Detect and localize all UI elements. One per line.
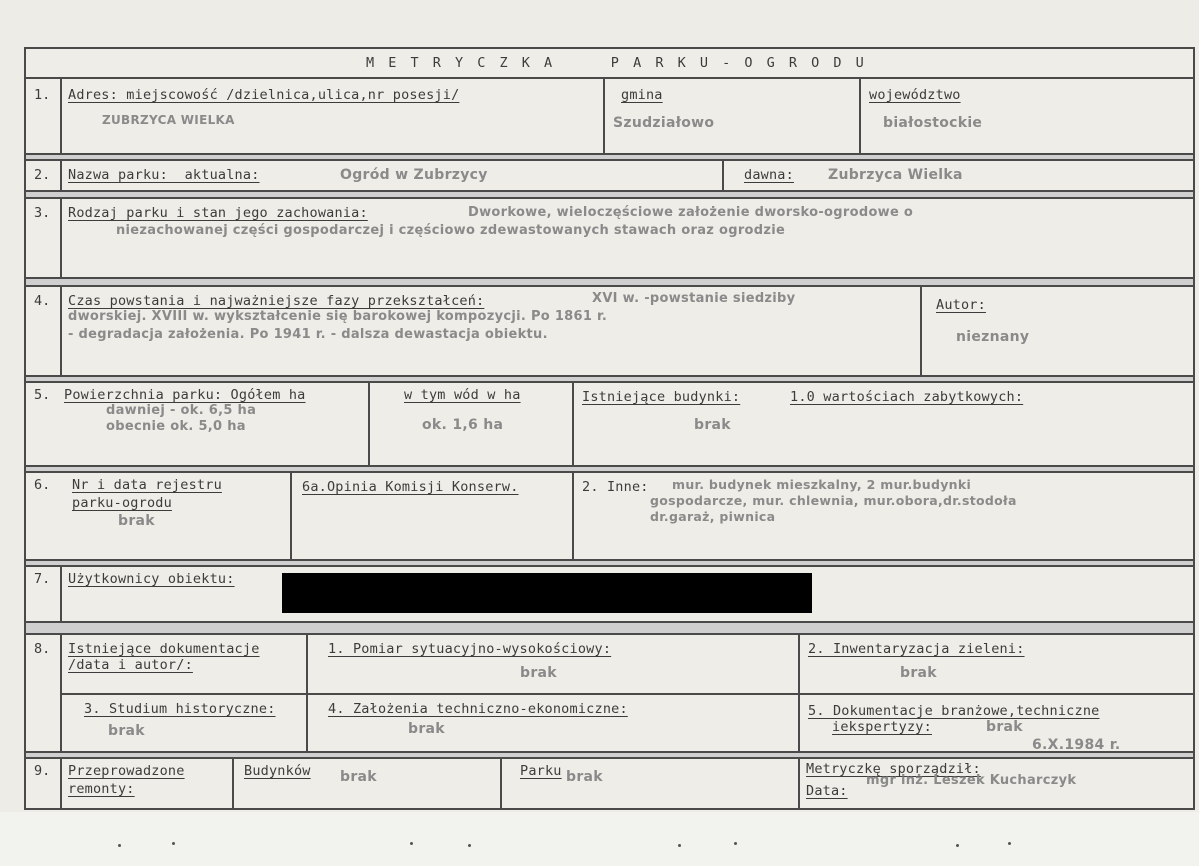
section-number: 9.: [34, 763, 51, 779]
register-value: brak: [118, 513, 155, 529]
section-number: 2.: [34, 167, 51, 183]
current-name-cell: [60, 161, 724, 190]
type-label: Rodzaj parku i stan jego zachowania:: [68, 205, 368, 221]
area-value-line1: dawniej - ok. 6,5 ha: [106, 403, 257, 418]
section-number: 5.: [34, 387, 51, 403]
buildings-renovation-label: Budynków: [244, 763, 311, 779]
former-name-label: dawna:: [744, 167, 794, 183]
water-value: ok. 1,6 ha: [422, 417, 504, 433]
separator: [26, 623, 1193, 633]
type-value-line1: Dworkowe, wieloczęściowe założenie dworsko-ogrodowe o: [468, 205, 914, 220]
voivodeship-value: białostockie: [883, 115, 983, 131]
area-value-line2: obecnie ok. 5,0 ha: [106, 419, 246, 434]
scan-speck: [468, 844, 471, 847]
scan-speck: [410, 842, 413, 845]
greenery-label: 2. Inwentaryzacja zieleni:: [808, 641, 1025, 657]
opinion-label: 6a.Opinia Komisji Konserw.: [302, 479, 519, 495]
branch-docs-cell: [800, 695, 1193, 751]
greenery-value: brak: [900, 665, 937, 681]
author-cell: [922, 287, 1193, 375]
buildings-renovation-cell: [234, 759, 502, 808]
buildings-value: brak: [694, 417, 731, 433]
users-cell: [60, 567, 1193, 621]
section-number: 6.: [34, 477, 51, 493]
park-record-card: [24, 47, 1195, 810]
documentation-label-line2: /data i autor/:: [68, 657, 193, 673]
scan-speck: [1008, 842, 1011, 845]
section-number: 4.: [34, 293, 51, 309]
water-cell: [370, 383, 574, 465]
gmina-label: gmina: [621, 87, 663, 103]
buildings-sublabel: 1.0 wartościach zabytkowych:: [790, 389, 1024, 405]
voivodeship-cell: [861, 79, 1193, 153]
documentation-label-cell: [60, 635, 308, 695]
area-cell: [60, 383, 370, 465]
section-1-address: [26, 79, 1193, 155]
users-label: Użytkownicy obiektu:: [68, 571, 235, 587]
scan-speck: [956, 844, 959, 847]
section-4-history: [26, 285, 1193, 377]
voivodeship-label: województwo: [869, 87, 961, 103]
former-name-cell: [724, 161, 1193, 190]
redaction-bar: [282, 573, 812, 613]
author-label: Autor:: [936, 297, 986, 313]
scan-bottom-margin: [0, 812, 1199, 866]
greenery-cell: [800, 635, 1193, 695]
scan-speck: [118, 844, 121, 847]
branch-docs-value: brak: [986, 719, 1023, 735]
prepared-by-label: Metryczkę sporządził:: [806, 761, 981, 777]
prepared-by-value: mgr inż. Leszek Kucharczyk: [866, 773, 1077, 788]
survey-label: 1. Pomiar sytuacyjno-wysokościowy:: [328, 641, 612, 657]
prepared-by-cell: [800, 759, 1193, 808]
other-buildings-cell: [574, 473, 1193, 559]
branch-docs-label-line1: 5. Dokumentacje branżowe,techniczne: [808, 703, 1100, 719]
branch-docs-label-line2: iekspertyzy:: [832, 719, 932, 735]
section-8-documentation: [26, 633, 1193, 753]
history-value-line2: dworskiej. XVIII w. wykształcenie się barokowej kompozycji. Po 1861 r.: [68, 309, 608, 324]
renovations-label-line1: Przeprowadzone: [68, 763, 185, 779]
history-cell: [60, 287, 922, 375]
buildings-label: Istniejące budynki:: [582, 389, 741, 405]
register-cell: [60, 473, 292, 559]
history-label: Czas powstania i najważniejsze fazy przekształceń:: [68, 293, 485, 309]
section-9-renovations: [26, 757, 1193, 808]
gmina-cell: [605, 79, 861, 153]
scan-speck: [172, 842, 175, 845]
history-study-label: 3. Studium historyczne:: [84, 701, 276, 717]
author-value: nieznany: [956, 329, 1030, 345]
branch-docs-date: 6.X.1984 r.: [1032, 737, 1121, 753]
other-label: 2. Inne:: [582, 479, 649, 495]
register-label-line1: Nr i data rejestru: [72, 477, 222, 493]
park-renovation-cell: [502, 759, 800, 808]
gmina-value: Szudziałowo: [613, 115, 715, 131]
section-7-users: [26, 565, 1193, 623]
renovations-label-line2: remonty:: [68, 781, 135, 797]
register-label-line2: parku-ogrodu: [72, 495, 172, 511]
opinion-cell: [292, 473, 574, 559]
header-row: [26, 49, 1193, 79]
technical-economic-cell: [308, 695, 800, 751]
type-value-line2: niezachowanej części gospodarczej i częściowo zdewastowanych stawach oraz ogrodzie: [116, 223, 786, 238]
address-value: ZUBRZYCA WIELKA: [102, 113, 235, 127]
section-2-name: [26, 159, 1193, 192]
section-3-type: [26, 197, 1193, 279]
technical-economic-value: brak: [408, 721, 445, 737]
technical-economic-label: 4. Założenia techniczno-ekonomiczne:: [328, 701, 628, 717]
area-label: Powierzchnia parku: Ogółem ha: [64, 387, 306, 403]
buildings-cell: [574, 383, 1193, 465]
survey-value: brak: [520, 665, 557, 681]
survey-cell: [308, 635, 800, 695]
address-cell: [60, 79, 605, 153]
water-label: w tym wód w ha: [404, 387, 521, 403]
scan-speck: [734, 842, 737, 845]
card-title: M E T R Y C Z K A P A R K U - O G R O D U: [366, 55, 867, 71]
section-number: 3.: [34, 205, 51, 221]
park-renovation-value: brak: [566, 769, 603, 785]
section-5-area: [26, 381, 1193, 467]
park-name-label: Nazwa parku: aktualna:: [68, 167, 260, 183]
park-renovation-label: Parku: [520, 763, 562, 779]
history-study-value: brak: [108, 723, 145, 739]
date-label: Data:: [806, 783, 848, 799]
park-name-value: Ogród w Zubrzycy: [340, 167, 488, 183]
scan-speck: [678, 844, 681, 847]
address-label: Adres: miejscowość /dzielnica,ulica,nr posesji/: [68, 87, 460, 103]
section-number: 8.: [34, 641, 51, 657]
former-name-value: Zubrzyca Wielka: [828, 167, 963, 183]
buildings-renovation-value: brak: [340, 769, 377, 785]
other-value-line2: gospodarcze, mur. chlewnia, mur.obora,dr.stodoła: [650, 493, 1017, 508]
history-value-line3: - degradacja założenia. Po 1941 r. - dalsza dewastacja obiektu.: [68, 327, 548, 342]
renovations-label-cell: [60, 759, 234, 808]
history-study-cell: [60, 695, 308, 751]
other-value-line3: dr.garaż, piwnica: [650, 509, 776, 524]
documentation-label-line1: Istniejące dokumentacje: [68, 641, 260, 657]
other-value-line1: mur. budynek mieszkalny, 2 mur.budynki: [672, 477, 972, 492]
section-number: 1.: [34, 87, 51, 103]
history-value-line1: XVI w. -powstanie siedziby: [592, 291, 796, 306]
section-6-register: [26, 471, 1193, 561]
section-number: 7.: [34, 571, 51, 587]
type-cell: [60, 199, 1193, 277]
